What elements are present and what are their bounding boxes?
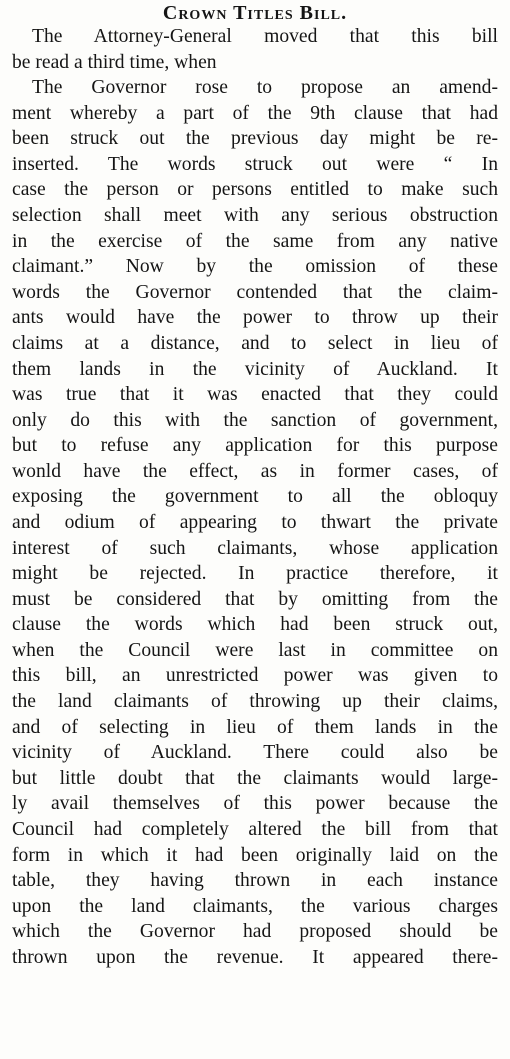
text-line: ly avail themselves of this power because the xyxy=(12,793,498,815)
text-line: them lands in the vicinity of Auckland. It xyxy=(12,358,498,380)
text-line: upon the land claimants, the various charges xyxy=(12,895,498,917)
text-line: selection shall meet with any serious obstruction xyxy=(12,205,498,227)
text-line: must be considered that by omitting from the xyxy=(12,588,498,610)
text-line: in the exercise of the same from any native xyxy=(12,230,498,252)
text-line: only do this with the sanction of government, xyxy=(12,409,498,431)
text-line: table, they having thrown in each instance xyxy=(12,870,498,892)
text-line: when the Council were last in committee on xyxy=(12,639,498,661)
text-line: exposing the government to all the obloquy xyxy=(12,486,498,508)
text-line: form in which it had been originally laid on the xyxy=(12,844,498,866)
text-line: this bill, an unrestricted power was given to xyxy=(12,665,498,687)
text-line: been struck out the previous day might be re- xyxy=(12,128,498,150)
text-line: ment whereby a part of the 9th clause that had xyxy=(12,102,498,124)
text-line: The Governor rose to propose an amend- xyxy=(32,77,498,99)
text-line: words the Governor contended that the claim- xyxy=(12,281,498,303)
text-line: be read a third time, when xyxy=(12,51,217,73)
text-line: vicinity of Auckland. There could also be xyxy=(12,742,498,764)
text-line: Council had completely altered the bill from that xyxy=(12,818,498,840)
text-line: The Attorney-General moved that this bill xyxy=(32,26,498,47)
text-line: inserted. The words struck out were “ In xyxy=(12,153,498,175)
text-line: ants would have the power to throw up their xyxy=(12,307,498,329)
text-line: which the Governor had proposed should be xyxy=(12,921,498,943)
text-line: was true that it was enacted that they could xyxy=(12,384,498,406)
text-line: but little doubt that the claimants would large- xyxy=(12,767,498,789)
text-line: claimant.” Now by the omission of these xyxy=(12,256,498,278)
text-line: the land claimants of throwing up their claims, xyxy=(12,691,498,713)
text-line: claims at a distance, and to select in lieu of xyxy=(12,332,498,354)
text-line: thrown upon the revenue. It appeared there- xyxy=(12,946,498,968)
text-line: might be rejected. In practice therefore, it xyxy=(12,563,498,585)
article-body xyxy=(12,24,498,970)
text-line: clause the words which had been struck out, xyxy=(12,614,498,636)
text-line: but to refuse any application for this purpose xyxy=(12,435,498,457)
text-line: case the person or persons entitled to make such xyxy=(12,179,498,201)
text-line: and odium of appearing to thwart the private xyxy=(12,511,498,533)
article-heading: Crown Titles Bill. xyxy=(162,2,348,24)
text-line: and of selecting in lieu of them lands in the xyxy=(12,716,498,738)
text-line: interest of such claimants, whose application xyxy=(12,537,498,559)
text-line: wonld have the effect, as in former cases, of xyxy=(12,460,498,482)
